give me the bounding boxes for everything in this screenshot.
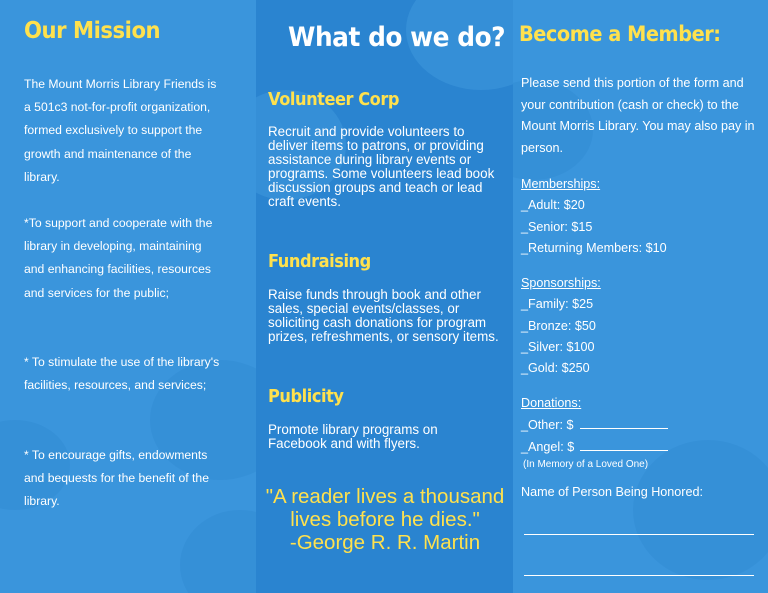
mission-point-support: *To support and cooperate with the library in developing, maintaining and enhancing facilities, resources and services for the public; — [24, 216, 213, 300]
sponsorship-bronze[interactable]: _Bronze: $50 — [521, 319, 596, 333]
honored-name-line-1[interactable] — [524, 534, 754, 535]
fundraising-heading: Fundraising — [268, 251, 371, 272]
mission-title: Our Mission — [24, 18, 161, 44]
honored-label: Name of Person Being Honored: — [521, 485, 704, 499]
membership-returning[interactable]: _Returning Members: $10 — [521, 241, 667, 255]
quote-text: "A reader lives a thousand lives before he dies." — [265, 485, 505, 531]
sponsorship-gold[interactable]: _Gold: $250 — [521, 361, 590, 375]
membership-title: Become a Member: — [519, 22, 721, 46]
quote-block — [260, 485, 510, 554]
donation-other-label: _Other: $ — [521, 418, 574, 432]
donation-angel-row[interactable] — [521, 439, 668, 454]
sponsorship-silver[interactable]: _Silver: $100 — [521, 340, 595, 354]
mission-point-encourage: * To encourage gifts, endowments and bequests for the benefit of the library. — [24, 448, 209, 509]
volunteer-text: Recruit and provide volunteers to deliver items to patrons, or providing assistance during library events or programs. Some volunteers lead book discussion groups and teach or lead craft events. — [268, 124, 495, 209]
quote-author: -George R. R. Martin — [289, 531, 481, 554]
fundraising-text: Raise funds through book and other sales, special events/classes, or soliciting cash donations for program prizes, refreshments, or sensory items. — [268, 287, 499, 344]
donation-angel-label: _Angel: $ — [521, 440, 575, 454]
activities-title: What do we do? — [288, 22, 506, 53]
mission-intro: The Mount Morris Library Friends is a 501c3 not-for-profit organization, formed exclusively to support the growth and maintenance of the library. — [24, 77, 217, 184]
donations-label: Donations: — [521, 396, 582, 410]
volunteer-heading: Volunteer Corp — [268, 89, 400, 110]
publicity-text: Promote library programs on Facebook and with flyers. — [268, 422, 438, 451]
memory-note: (In Memory of a Loved One) — [523, 459, 649, 470]
donation-other-row[interactable] — [521, 417, 668, 432]
decorative-blob — [633, 440, 768, 580]
donation-other-field[interactable] — [580, 417, 668, 429]
decorative-blob — [180, 510, 256, 593]
memberships-label: Memberships: — [521, 177, 601, 191]
membership-intro: Please send this portion of the form and your contribution (cash or check) to the Mount Morris Library. You may also pay in person. — [521, 76, 755, 155]
mission-point-stimulate: * To stimulate the use of the library's facilities, resources, and services; — [24, 355, 220, 393]
publicity-heading: Publicity — [268, 386, 344, 407]
membership-adult[interactable]: _Adult: $20 — [521, 198, 585, 212]
donation-angel-field[interactable] — [580, 439, 668, 451]
sponsorships-label: Sponsorships: — [521, 276, 601, 290]
membership-senior[interactable]: _Senior: $15 — [521, 220, 593, 234]
sponsorship-family[interactable]: _Family: $25 — [521, 297, 594, 311]
honored-name-line-2[interactable] — [524, 575, 754, 576]
